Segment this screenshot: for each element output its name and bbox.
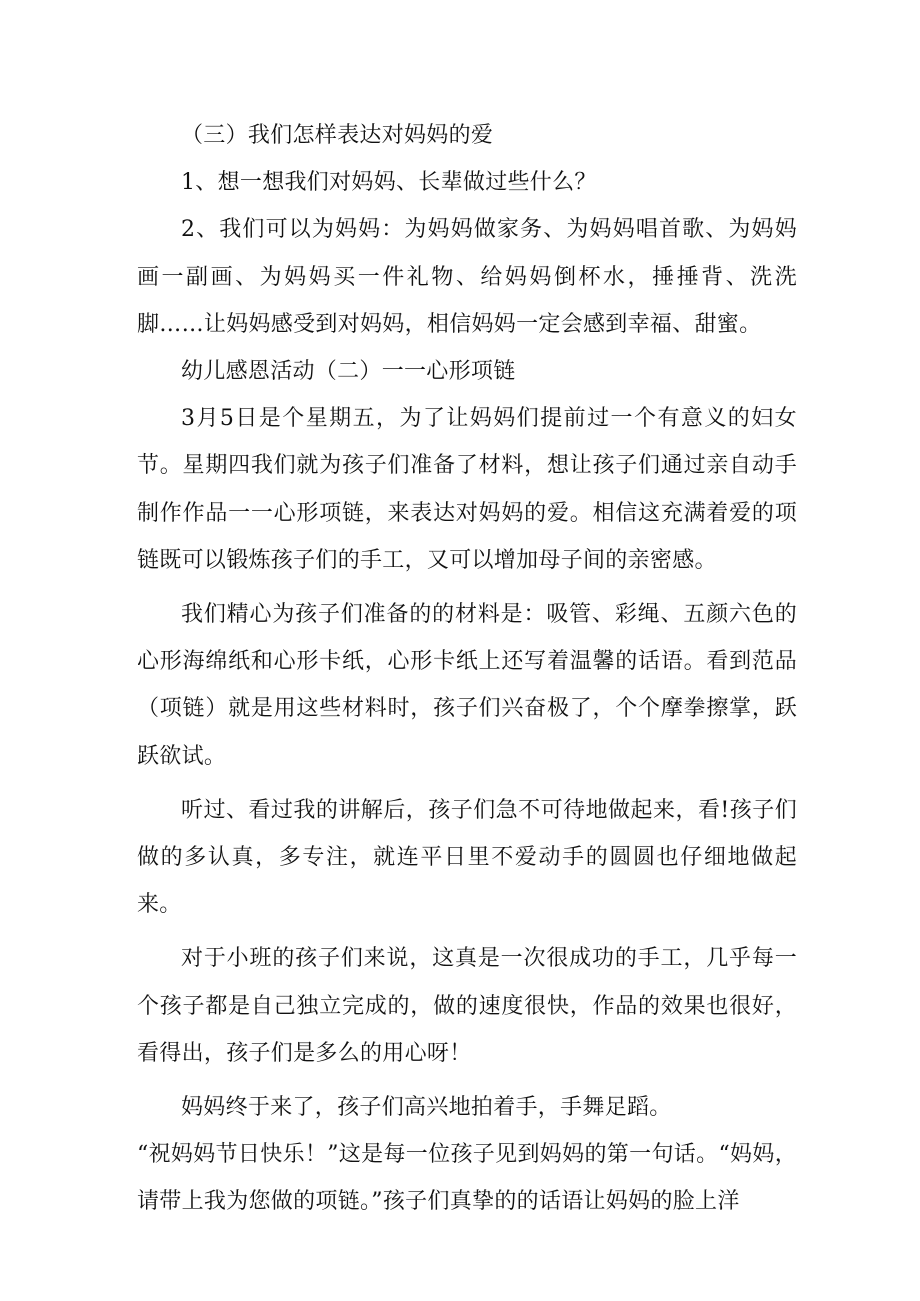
body-paragraph: 对于小班的孩子们来说，这真是一次很成功的手工，几乎每一个孩子都是自己独立完成的，做的速度很快，作品的效果也很好，看得出，孩子们是多么的用心呀！ [137, 946, 797, 1066]
list-item: 2、我们可以为妈妈：为妈妈做家务、为妈妈唱首歌、为妈妈画一副画、为妈妈买一件礼物、给妈妈倒杯水，捶捶背、洗洗脚……让妈妈感受到对妈妈，相信妈妈一定会感到幸福、甜蜜。 [137, 217, 797, 337]
body-paragraph: “祝妈妈节日快乐！”这是每一位孩子见到妈妈的第一句话。“妈妈，请带上我为您做的项链。”孩子们真挚的的话语让妈妈的脸上洋 [137, 1142, 797, 1215]
body-paragraph: 3月5日是个星期五，为了让妈妈们提前过一个有意义的妇女节。星期四我们就为孩子们准备了材料，想让孩子们通过亲自动手制作作品一一心形项链，来表达对妈妈的爱。相信这充满着爱的项链既可以锻炼孩子们的手工，又可以增加母子间的亲密感。 [137, 406, 797, 573]
list-item: 1、想一想我们对妈妈、长辈做过些什么？ [181, 170, 597, 196]
activity-title: 幼儿感恩活动（二）一一心形项链 [181, 359, 516, 385]
document-body [137, 112, 797, 1226]
section-heading: （三）我们怎样表达对妈妈的爱 [181, 123, 494, 148]
body-paragraph: 妈妈终于来了，孩子们高兴地拍着手，手舞足蹈。 [181, 1095, 672, 1121]
body-paragraph: 听过、看过我的讲解后，孩子们急不可待地做起来，看!孩子们做的多认真，多专注，就连平日里不爱动手的圆圆也仔细地做起来。 [137, 797, 797, 918]
body-paragraph: 我们精心为孩子们准备的的材料是：吸管、彩绳、五颜六色的心形海绵纸和心形卡纸，心形卡纸上还写着温馨的话语。看到范品（项链）就是用这些材料时，孩子们兴奋极了，个个摩拳擦掌，跃跃欲试。 [137, 602, 797, 769]
